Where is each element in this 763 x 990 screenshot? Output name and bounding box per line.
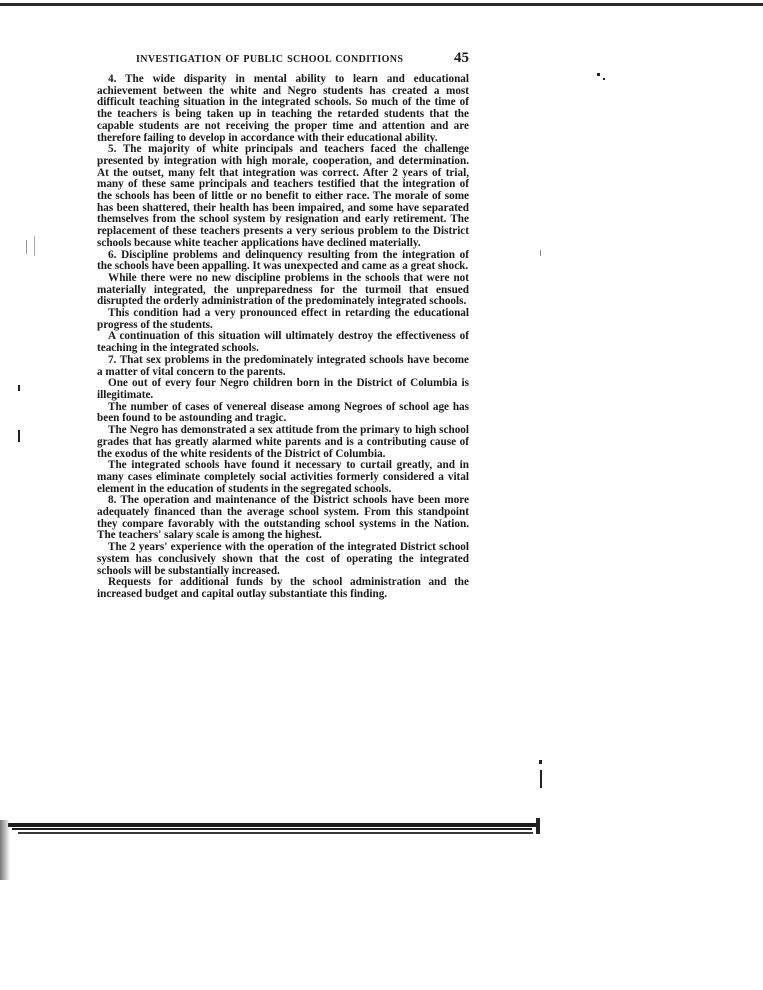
bottom-border-line-tertiary: [18, 832, 533, 834]
scan-edge-shadow: [0, 820, 10, 880]
scan-speck: [34, 236, 35, 256]
paragraph-8: 8. The operation and maintenance of the District schools have been more adequately financed than the average school system. From this standpoint they compare favorably with the outstanding school systems in the Nation. The teachers' salary scale is among the highest.: [97, 494, 469, 542]
page-number: 45: [454, 50, 469, 66]
document-page: [97, 50, 469, 601]
paragraph-7: 7. That sex problems in the predominately integrated schools have become a matter of vital concern to the parents.: [97, 353, 469, 378]
scan-speck: [536, 818, 540, 834]
running-head: INVESTIGATION OF PUBLIC SCHOOL CONDITIONS: [136, 54, 404, 65]
paragraph-6-continued-1: While there were no new discipline problems in the schools that were not materially integrated, the unpreparedness for the turmoil that ensued disrupted the orderly administration of the predominately integrated schools.: [97, 271, 469, 308]
paragraph-8-continued-1: The 2 years' experience with the operation of the integrated District school system has conclusively shown that the cost of operating the integrated schools will be substantially increased.: [97, 541, 469, 577]
scan-speck: [603, 78, 605, 80]
paragraph-5: 5. The majority of white principals and teachers faced the challenge presented by integration with high morale, cooperation, and determination. At the outset, many felt that integration was correct. After 2 years of trial, many of these same principals and teachers testified that the integration of the schools has been of little or no benefit to either race. The morale of some has been shattered, their health has been impaired, and some have separated themselves from the school system by resignation and early retirement. The replacement of these teachers presents a very serious problem to the District schools because white teacher applications have declined materially.: [97, 143, 469, 249]
paragraph-7-continued-1: One out of every four Negro children born in the District of Columbia is illegitimate.: [97, 377, 469, 401]
scan-speck: [26, 240, 27, 254]
paragraph-8-continued-2: Requests for additional funds by the school administration and the increased budget and capital outlay substantiate this finding.: [97, 576, 469, 600]
paragraph-4: 4. The wide disparity in mental ability to learn and educational achievement between the white and Negro students has created a most difficult teaching situation in the integrated schools. So much of the time of the teachers is being taken up in teaching the retarded students that the capable students are not receiving the proper time and attention and are therefore failing to develop in accordance with their educational ability.: [97, 73, 469, 144]
bottom-border-line-secondary: [12, 828, 532, 830]
scan-speck: [540, 770, 542, 788]
paragraph-7-continued-2: The number of cases of venereal disease among Negroes of school age has been found to be astounding and tragic.: [97, 400, 469, 425]
scan-speck: [597, 73, 600, 76]
page-header: [97, 50, 469, 74]
paragraph-6-continued-2: This condition had a very pronounced effect in retarding the educational progress of the students.: [97, 307, 469, 331]
body-text: [97, 74, 469, 601]
top-border-line: [0, 3, 763, 6]
paragraph-7-continued-3: The Negro has demonstrated a sex attitude from the primary to high school grades that has greatly alarmed white parents and is a contributing cause of the exodus of the white residents of the District of Columbia.: [97, 424, 469, 460]
scan-speck: [18, 385, 20, 391]
paragraph-7-continued-4: The integrated schools have found it necessary to curtail greatly, and in many cases eliminate completely social activities formerly considered a vital element in the education of students in the segregated schools.: [97, 459, 469, 495]
scan-speck: [539, 760, 542, 764]
paragraph-6: 6. Discipline problems and delinquency resulting from the integration of the schools have been appalling. It was unexpected and came as a great shock.: [97, 248, 469, 273]
scan-speck: [18, 430, 20, 442]
scan-speck: [540, 250, 541, 256]
bottom-border-line: [8, 823, 538, 827]
paragraph-6-continued-3: A continuation of this situation will ultimately destroy the effectiveness of teaching in the integrated schools.: [97, 330, 469, 355]
